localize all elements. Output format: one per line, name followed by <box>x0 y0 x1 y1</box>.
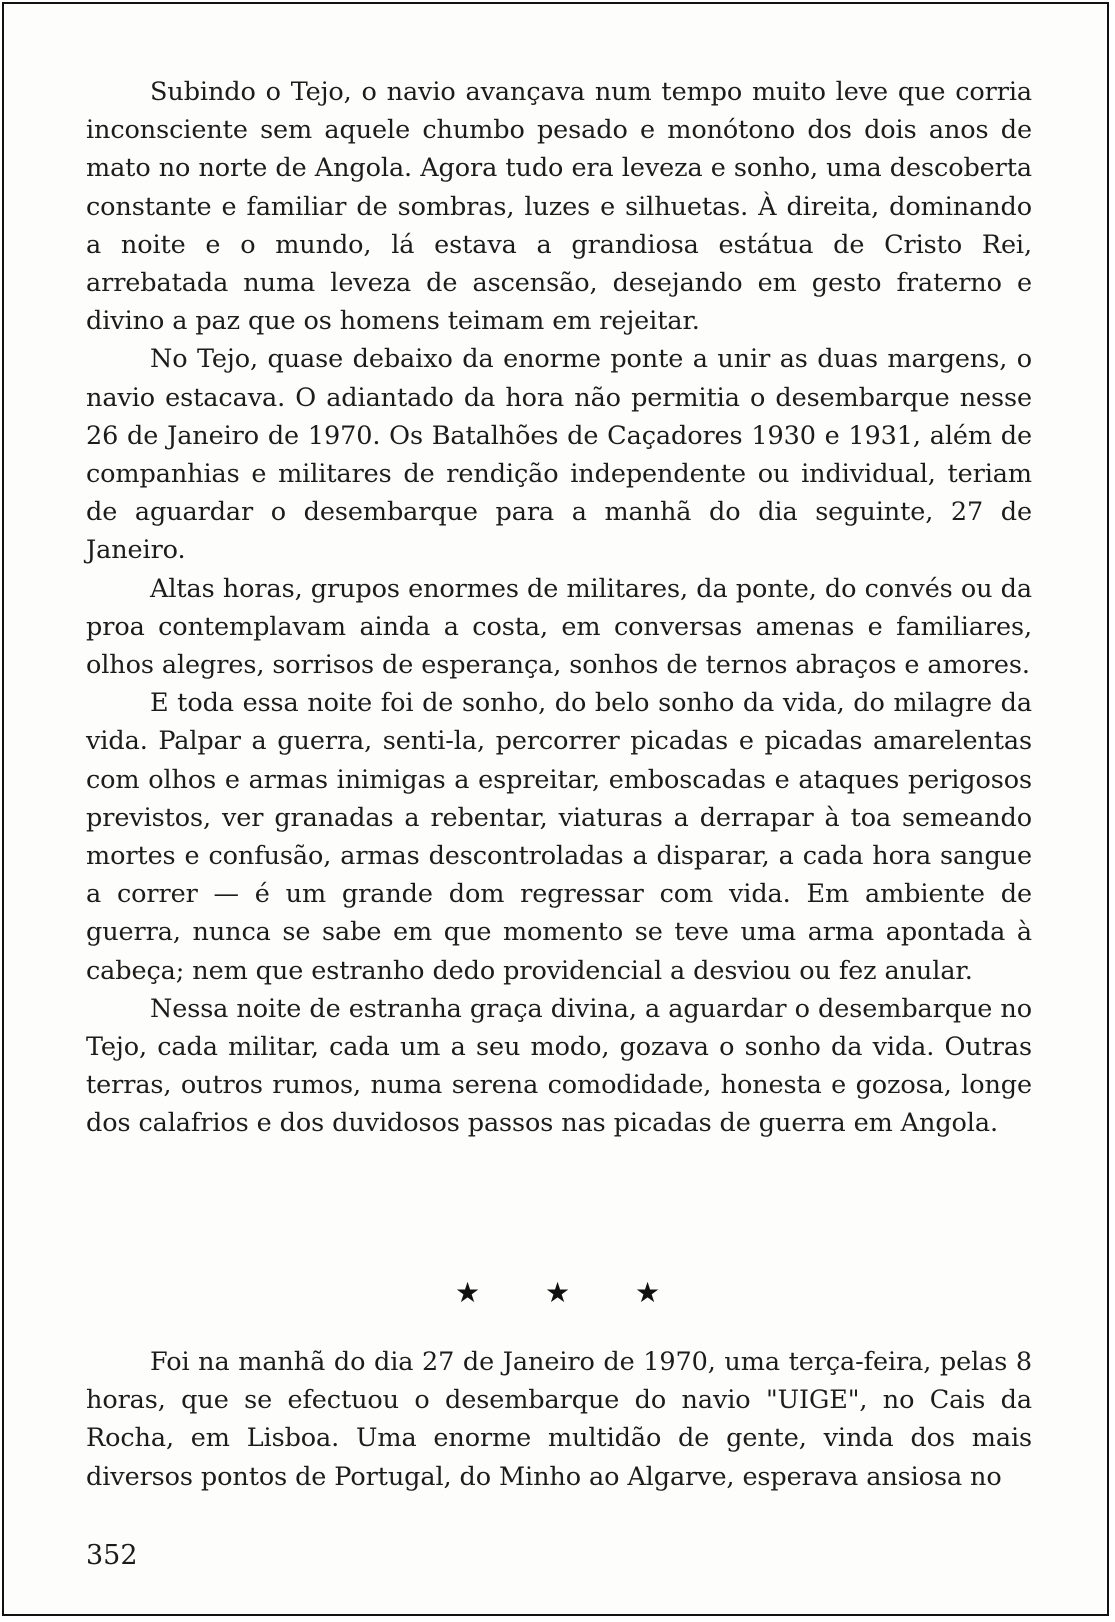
separator-stars: ★ ★ ★ <box>454 1276 689 1309</box>
section-separator <box>4 1276 1111 1309</box>
paragraph: Altas horas, grupos enormes de militares, da ponte, do convés ou da proa contemplavam ainda a costa, em conversas amenas e familiares, olhos alegres, sorrisos de esperança, sonhos de ternos abraços e amores. <box>86 573 1032 681</box>
paragraph: Subindo o Tejo, o navio avançava num tempo muito leve que corria inconsciente sem aquele chumbo pesado e monótono dos dois anos de mato no norte de Angola. Agora tudo era leveza e sonho, uma descoberta constante e familiar de sombras, luzes e silhuetas. À direita, dominando a noite e o mundo, lá estava a grandiosa estátua de Cristo Rei, arrebatada numa leveza de ascensão, desejando em gesto fraterno e divino a paz que os homens teimam em rejeitar. <box>86 77 1032 337</box>
paragraph: Foi na manhã do dia 27 de Janeiro de 1970, uma terça-feira, pelas 8 horas, que se efectuou o desembarque do navio "UIGE", no Cais da Rocha, em Lisboa. Uma enorme multidão de gente, vinda dos mais diversos pontos de Portugal, do Minho ao Algarve, esperava ansiosa no <box>86 1347 1032 1492</box>
paragraph: E toda essa noite foi de sonho, do belo sonho da vida, do milagre da vida. Palpar a guerra, senti-la, percorrer picadas e picadas amarelentas com olhos e armas inimigas a espreitar, emboscadas e ataques perigosos previstos, ver granadas a rebentar, viaturas a derrapar à toa semeando mortes e confusão, armas descontroladas a disparar, a cada hora sangue a correr — é um grande dom regressar com vida. Em ambiente de guerra, nunca se sabe em que momento se teve uma arma apontada à cabeça; nem que estranho dedo providencial a desviou ou fez anular. <box>86 688 1032 986</box>
page-number: 352 <box>86 1540 138 1571</box>
paragraph: No Tejo, quase debaixo da enorme ponte a unir as duas margens, o navio estacava. O adiantado da hora não permitia o desembarque nesse 26 de Janeiro de 1970. Os Batalhões de Caçadores 1930 e 1931, além de companhias e militares de rendição independente ou individual, teriam de aguardar o desembarque para a manhã do dia seguinte, 27 de Janeiro. <box>86 344 1032 566</box>
paragraph: Nessa noite de estranha graça divina, a aguardar o desembarque no Tejo, cada militar, cada um a seu modo, gozava o sonho da vida. Outras terras, outros rumos, numa serena comodidade, honesta e gozosa, longe dos calafrios e dos duvidosos passos nas picadas de guerra em Angola. <box>86 993 1032 1139</box>
book-page <box>2 2 1109 1616</box>
text-block-bottom <box>86 1343 1032 1496</box>
text-block-top <box>86 73 1032 1143</box>
